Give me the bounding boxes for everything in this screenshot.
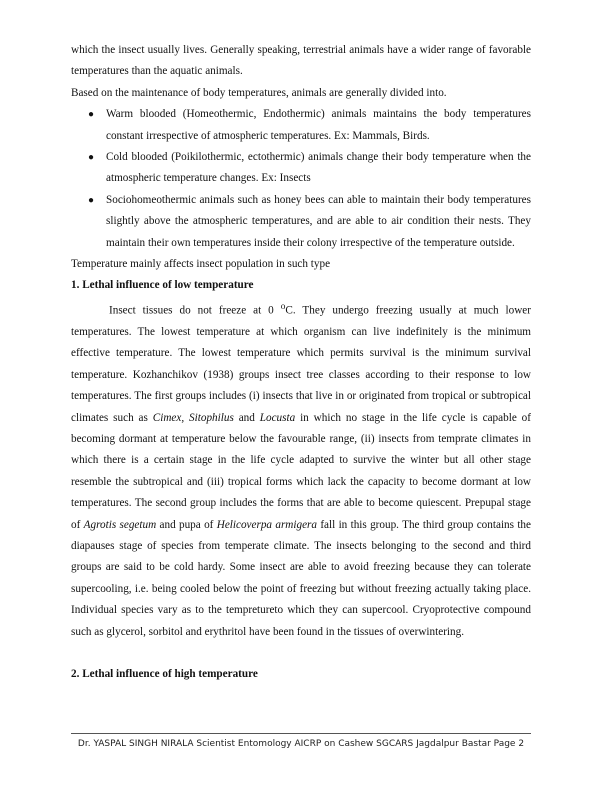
species-name: Locusta — [259, 411, 296, 424]
bullet-icon: ● — [88, 109, 95, 121]
list-item — [71, 190, 531, 254]
intro-classification: Based on the maintenance of body temperatures, animals are generally divided into. — [71, 86, 447, 99]
text-run: and — [233, 411, 260, 424]
species-name: Cimex, Sitophilus — [152, 411, 234, 424]
list-item — [71, 147, 531, 190]
list-item — [71, 104, 531, 147]
text-run: Insect tissues do not freeze at 0 — [109, 304, 281, 317]
bullet-icon: ● — [88, 152, 95, 164]
list-item-text: Warm blooded (Homeothermic, Endothermic) animals maintains the body temperatures constant irrespective of atmospheric temperatures. Ex: Mammals, Birds. — [106, 108, 531, 142]
temperature-class-list — [71, 104, 531, 254]
low-temperature-paragraph — [71, 297, 531, 643]
page-footer: Dr. YASPAL SINGH NIRALA Scientist Entomology AICRP on Cashew SGCARS Jagdalpur Bastar Page 2 — [77, 739, 525, 749]
bullet-icon: ● — [88, 194, 95, 206]
degree-superscript: o — [280, 301, 286, 312]
species-name: Agrotis segetum — [83, 518, 157, 531]
population-sentence: Temperature mainly affects insect population in such type — [71, 258, 331, 271]
text-run: in which no stage in the life cycle is capable of becoming dormant at temperature below the favourable range, (ii) insects from temprate climates in which there is a certain stage in the life cycle adapted to survive the winter but all other stage resemble the subtropical and (iii) tropical forms which lack the capacity to become dormant at low temperatures. The second group includes the forms that are able to become quiescent. Prepupal stage of — [71, 411, 531, 531]
section-heading-low-temperature: 1. Lethal influence of low temperature — [71, 279, 254, 292]
text-run: fall in this group. The third group contains the diapauses stage of species from temperate climate. The insects belonging to the second and third groups are said to be cold hardy. Some insect are able to avoid freezing because they can tolerate supercooling, i.e. being cooled below the point of freezing but without freezing actually taking place. Individual species vary as to the tempretureto which they can supercool. Cryoprotective compound such as glycerol, sorbitol and erythritol have been found in the tissues of overwintering. — [71, 518, 531, 638]
page-body — [71, 40, 531, 686]
section-heading-high-temperature: 2. Lethal influence of high temperature — [71, 668, 258, 681]
section-spacer — [71, 643, 531, 664]
list-item-text: Cold blooded (Poikilothermic, ectothermic) animals change their body temperature when the atmospheric temperature changes. Ex: Insects — [106, 151, 531, 185]
intro-paragraph: which the insect usually lives. Generally speaking, terrestrial animals have a wider range of favorable temperatures than the aquatic animals. — [71, 44, 531, 78]
list-item-text: Sociohomeothermic animals such as honey bees can able to maintain their body temperatures slightly above the atmospheric temperatures, and are able to air condition their nests. They maintain their own temperatures inside their colony irrespective of the temperature outside. — [106, 193, 531, 249]
species-name: Helicoverpa armigera — [216, 518, 317, 531]
footer-divider — [71, 733, 531, 734]
text-run: C. They undergo freezing usually at much lower temperatures. The lowest temperature at which organism can live indefinitely is the minimum effective temperature. The lowest temperature which permits survival is the minimum survival temperature. Kozhanchikov (1938) groups insect tree classes according to their response to low temperatures. The first groups includes (i) insects that live in or originated from tropical or subtropical climates such as — [71, 304, 531, 424]
text-run: and pupa of — [156, 518, 217, 531]
